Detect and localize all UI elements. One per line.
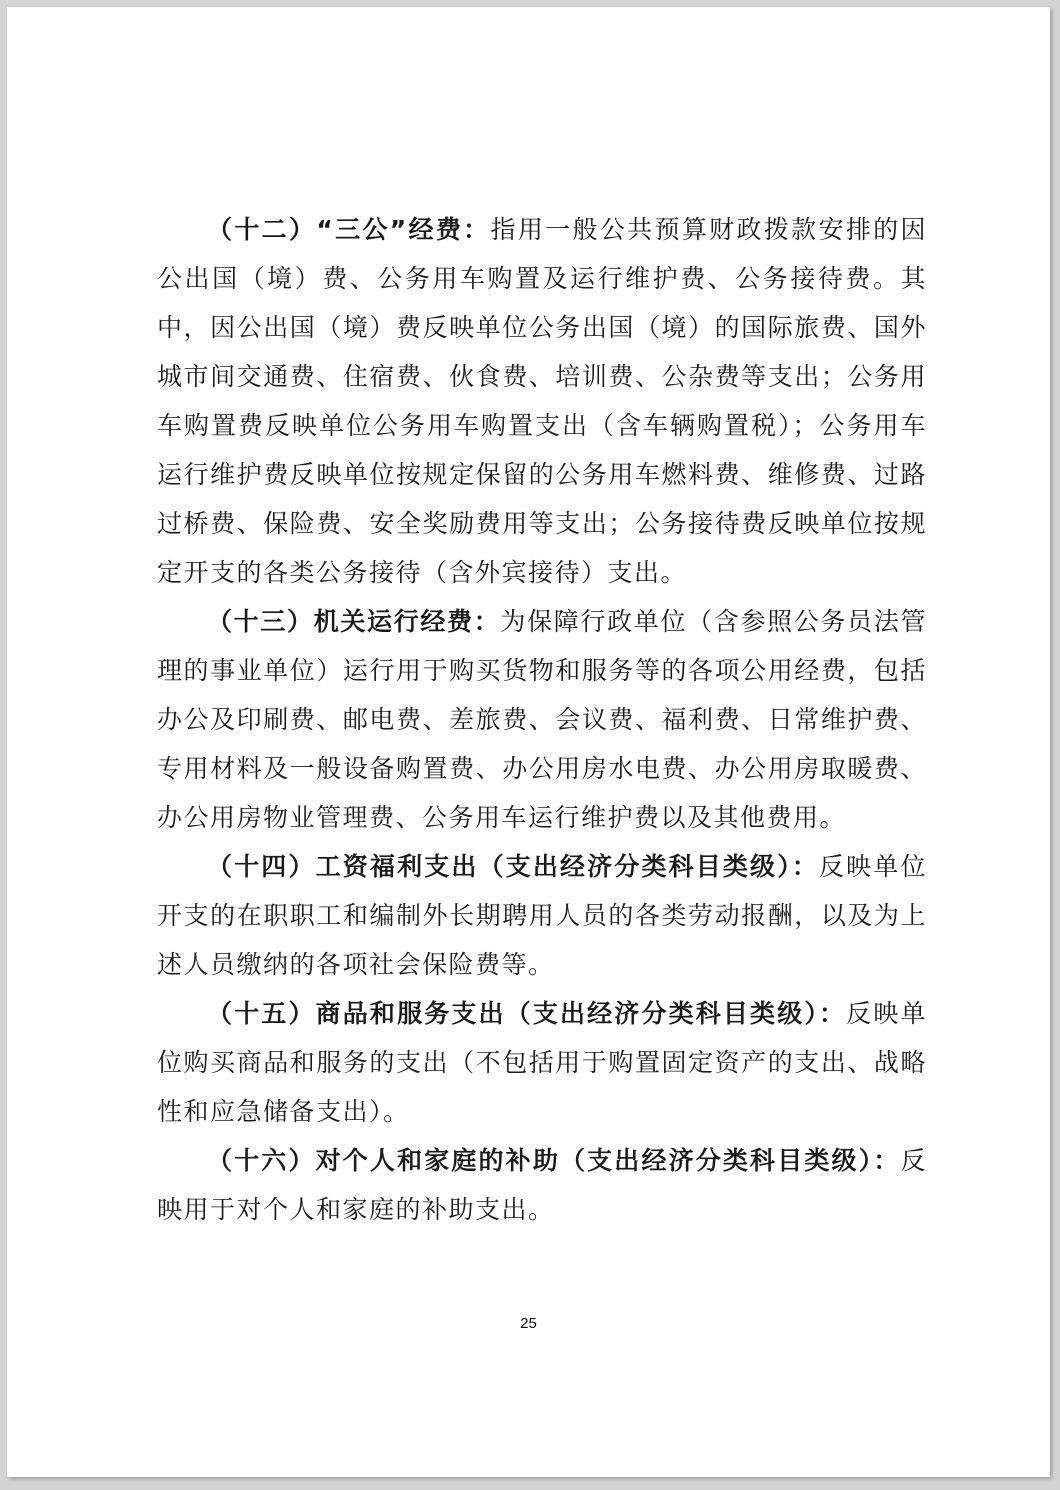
paragraph-text: 反映单位开支的在职职工和编制外长期聘用人员的各类劳动报酬，以及为上述人员缴纳的各项社会保险费等。 xyxy=(157,852,927,979)
paragraph-text: 反映用于对个人和家庭的补助支出。 xyxy=(157,1146,927,1224)
paragraph-text: 为保障行政单位（含参照公务员法管理的事业单位）运行用于购买货物和服务等的各项公用经费，包括办公及印刷费、邮电费、差旅费、会议费、福利费、日常维护费、专用材料及一般设备购置费、办公用房水电费、办公用房取暖费、办公用房物业管理费、公务用车运行维护费以及其他费用。 xyxy=(157,607,927,832)
paragraph-term: （十三）机关运行经费： xyxy=(207,607,501,636)
paragraph-santong-funds xyxy=(157,205,927,597)
paragraph-term: （十六）对个人和家庭的补助（支出经济分类科目类级）： xyxy=(207,1146,901,1175)
paragraph-agency-operating-funds xyxy=(157,597,927,842)
document-body xyxy=(157,205,927,1234)
paragraph-term: （十五）商品和服务支出（支出经济分类科目类级）： xyxy=(207,999,847,1028)
paragraph-text: 反映单位购买商品和服务的支出（不包括用于购置固定资产的支出、战略性和应急储备支出）。 xyxy=(157,999,927,1126)
paragraph-text: 指用一般公共预算财政拨款安排的因公出国（境）费、公务用车购置及运行维护费、公务接待费。其中，因公出国（境）费反映单位公务出国（境）的国际旅费、国外城市间交通费、住宿费、伙食费、培训费、公杂费等支出；公务用车购置费反映单位公务用车购置支出（含车辆购置税）；公务用车运行维护费反映单位按规定保留的公务用车燃料费、维修费、过路过桥费、保险费、安全奖励费用等支出；公务接待费反映单位按规定开支的各类公务接待（含外宾接待）支出。 xyxy=(157,215,927,587)
paragraph-goods-services xyxy=(157,989,927,1136)
paragraph-term: （十二）“三公”经费： xyxy=(207,215,491,244)
paragraph-subsidies-individuals xyxy=(157,1136,927,1234)
document-page xyxy=(7,7,1050,1477)
paragraph-wages-welfare xyxy=(157,842,927,989)
paragraph-term: （十四）工资福利支出（支出经济分类科目类级）： xyxy=(207,852,820,881)
page-number: 25 xyxy=(520,1315,537,1332)
